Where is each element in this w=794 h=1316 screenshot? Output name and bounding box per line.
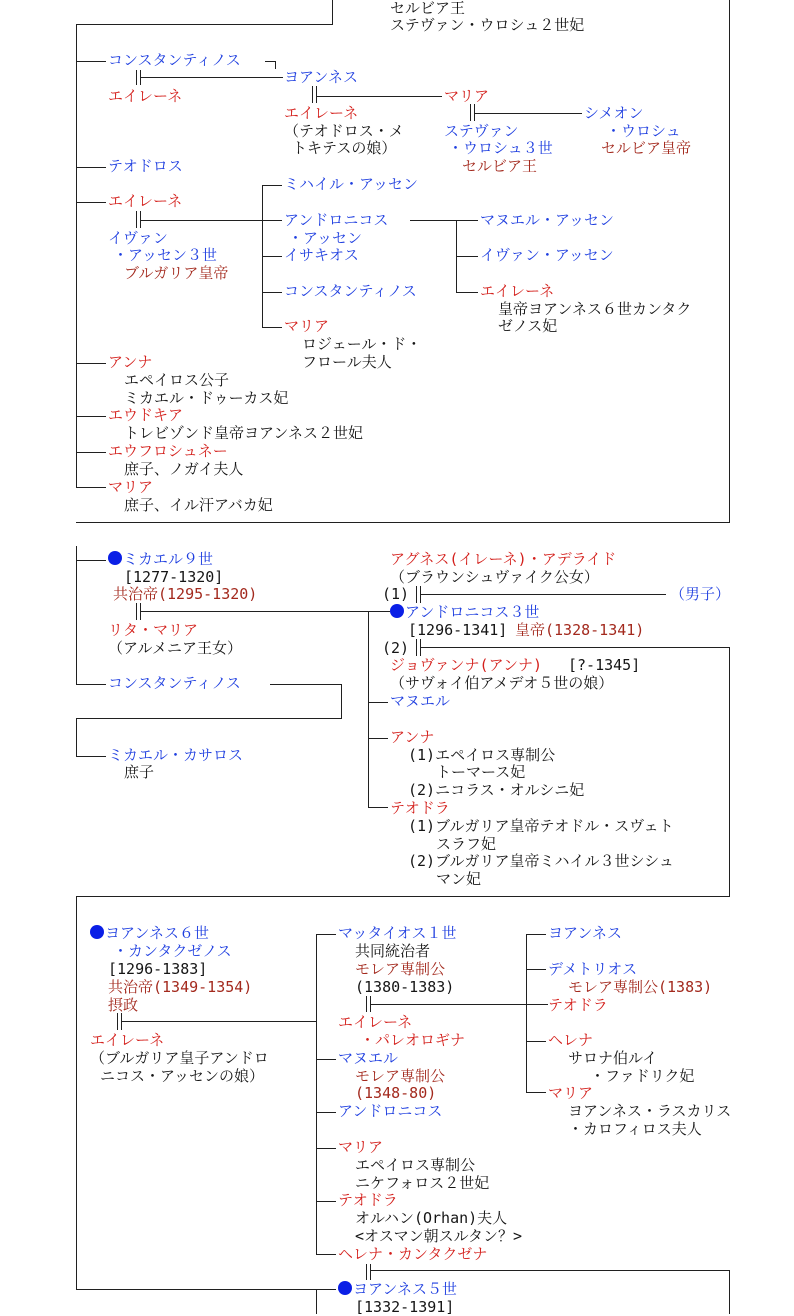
label-text: マン妃 <box>436 870 482 888</box>
label-maria-5-note-1 <box>355 1157 475 1174</box>
label-theodora-1-note-4 <box>436 871 481 888</box>
tree-connector <box>140 220 282 221</box>
tree-connector <box>729 647 730 896</box>
label-text: ヘレナ <box>548 1031 594 1049</box>
label-anna-2 <box>390 729 434 746</box>
label-text: セルビア皇帝 <box>601 139 692 157</box>
label-text: ミカエル・カサロス <box>108 746 244 764</box>
label-text: アンドロニコス３世 <box>405 603 540 621</box>
tree-connector <box>370 1270 730 1271</box>
label-text: [1296-1383] <box>108 960 208 978</box>
label-andronikos-assen-2 <box>288 230 362 247</box>
label-text: ジョヴァンナ(アンナ) <box>390 656 543 674</box>
tree-connector <box>76 756 106 757</box>
tree-connector <box>729 1270 730 1314</box>
label-text: リタ・マリア <box>108 621 199 639</box>
label-theodora-3-note-2 <box>355 1228 522 1245</box>
tree-connector <box>420 647 730 648</box>
label-text: (1380-1383) <box>355 978 455 996</box>
label-ivan-3 <box>124 265 228 282</box>
label-text: エイレーネ <box>108 87 183 105</box>
tree-connector <box>76 718 77 756</box>
label-text: セルビア王 <box>462 157 538 175</box>
label-andronikos-3-title <box>515 622 644 639</box>
tree-connector <box>526 934 546 935</box>
tree-connector <box>316 1201 336 1202</box>
label-text: ・アッセン３世 <box>113 246 217 264</box>
label-text: ミカエル９世 <box>123 550 214 568</box>
label-ivan-2 <box>113 247 217 264</box>
tree-connector <box>420 594 666 595</box>
tree-connector <box>456 292 478 293</box>
label-maria-1 <box>444 88 489 105</box>
label-mihail-kasaros-note <box>124 764 154 781</box>
label-text: ヨアンネス <box>548 924 622 942</box>
label-text: (1348-80) <box>355 1084 437 1102</box>
label-euphrosyne <box>108 443 228 460</box>
label-text: 皇帝(1328-1341) <box>515 621 645 639</box>
emperor-dot-icon <box>338 1281 352 1295</box>
label-eirene-4-note-2 <box>498 318 557 335</box>
label-text: マリア <box>108 478 154 496</box>
label-rita-maria <box>108 622 198 639</box>
tree-connector <box>368 738 388 739</box>
label-konstantinos-2 <box>284 283 417 300</box>
tree-connector <box>76 24 333 25</box>
label-mihail-9-years <box>124 569 223 586</box>
tree-connector <box>76 61 106 62</box>
label-text: シメオン <box>584 104 644 122</box>
label-text: サロナ伯ルイ <box>568 1049 658 1067</box>
label-maria-4-note-2 <box>568 1121 702 1138</box>
tree-connector <box>370 1004 548 1005</box>
tree-connector <box>76 896 730 897</box>
label-giovanna-marriage <box>382 640 409 657</box>
label-text: テオドラ <box>548 996 608 1014</box>
tree-connector <box>76 560 106 561</box>
tree-connector <box>316 1112 336 1113</box>
label-text: [?-1345] <box>568 656 641 674</box>
label-manuel-2-years <box>355 1085 436 1102</box>
label-text: ヨアンネス６世 <box>105 924 209 942</box>
label-mattheos-years <box>355 979 454 996</box>
label-text: 庶子、イル汗アバカ妃 <box>124 496 273 514</box>
label-anna-2-note-2 <box>436 764 525 781</box>
label-text: ・カロフィロス夫人 <box>568 1120 702 1138</box>
label-text: アンドロニコス <box>338 1102 443 1120</box>
tree-connector <box>140 77 283 78</box>
label-text: デメトリオス <box>548 960 638 978</box>
label-text: （テオドロス・メ <box>284 122 404 140</box>
label-giovanna-years <box>568 657 640 674</box>
label-text: 共治帝(1295-1320) <box>113 585 258 603</box>
label-demetrios-title <box>568 979 712 996</box>
label-text: エイレーネ <box>338 1013 413 1031</box>
label-ivan-1 <box>108 230 168 247</box>
tree-connector <box>368 807 388 808</box>
label-text: （サヴォイ伯アメデオ５世の娘） <box>390 674 614 692</box>
label-text: エイレーネ <box>90 1031 165 1049</box>
label-text: ニケフォロス２世妃 <box>355 1174 490 1192</box>
label-text: ・ファドリク妃 <box>590 1067 695 1085</box>
tree-connector <box>275 61 276 69</box>
label-manuel-2-title <box>355 1068 445 1085</box>
label-text: フロール夫人 <box>302 353 392 371</box>
label-text: エウドキア <box>108 406 184 424</box>
label-giovanna-note <box>390 675 613 692</box>
tree-connector <box>262 256 282 257</box>
tree-connector <box>316 1148 336 1149</box>
tree-connector <box>76 24 77 487</box>
label-text: ・カンタクゼノス <box>113 942 232 960</box>
label-andronikos-3-years <box>408 622 507 639</box>
label-helena-1 <box>548 1032 593 1049</box>
label-maria-4 <box>548 1085 593 1102</box>
label-symeon <box>584 105 644 122</box>
label-anna-1-note-2 <box>124 390 288 407</box>
label-konstantinos-3 <box>108 675 241 692</box>
label-text: マリア <box>548 1084 594 1102</box>
label-text: マリア <box>338 1138 384 1156</box>
tree-connector <box>729 0 730 522</box>
label-ioannes-6-title-2 <box>108 997 138 1014</box>
tree-connector <box>76 202 106 203</box>
tree-connector <box>121 1021 317 1022</box>
label-ioannes-6-title <box>108 979 252 996</box>
label-eirene-5-note-1 <box>90 1050 269 1067</box>
label-text: ニコス・アッセンの娘） <box>100 1067 264 1085</box>
label-ioannes-3 <box>548 925 622 942</box>
tree-connector <box>76 546 77 684</box>
label-demetrios <box>548 961 637 978</box>
label-eirene-3 <box>108 193 182 210</box>
tree-connector <box>332 0 333 24</box>
label-text: エイレーネ <box>108 192 183 210</box>
label-text: アンドロニコス <box>284 211 389 229</box>
label-text: （男子） <box>670 585 731 603</box>
label-mattheos-note <box>355 943 430 960</box>
tree-connector <box>526 969 546 970</box>
label-andronikos-4 <box>338 1103 442 1120</box>
label-maria-2 <box>284 318 329 335</box>
label-text: ヨアンネス・ラスカリス <box>568 1102 732 1120</box>
tree-connector <box>76 487 106 488</box>
label-text: 皇帝ヨアンネス６世カンタク <box>498 300 692 318</box>
label-text: ヘレナ・カンタクゼナ <box>338 1245 488 1263</box>
tree-connector <box>474 113 582 114</box>
label-anna-1 <box>108 354 152 371</box>
label-text: セルビア王 <box>390 0 466 17</box>
label-text: エイレーネ <box>480 282 555 300</box>
label-ioannes-6-2 <box>113 943 232 960</box>
tree-connector <box>76 718 342 719</box>
label-eudokia <box>108 407 183 424</box>
label-manuel-1 <box>390 693 450 710</box>
label-text: 共治帝(1349-1354) <box>108 978 253 996</box>
label-text: イヴァン・アッセン <box>480 246 614 264</box>
label-text: [1277-1320] <box>124 568 224 586</box>
label-maria-5 <box>338 1139 383 1156</box>
label-agnes-note <box>390 569 599 586</box>
tree-connector <box>410 220 478 221</box>
label-eirene-5 <box>90 1032 164 1049</box>
label-text: （ブルガリア皇子アンドロ <box>90 1049 269 1067</box>
label-text: ・ウロシュ <box>606 122 681 140</box>
label-theodora-1-note-3 <box>408 853 674 870</box>
label-text: ミカエル・ドゥーカス妃 <box>124 389 289 407</box>
tree-connector <box>262 292 282 293</box>
label-text: ブルガリア皇帝 <box>124 264 229 282</box>
label-text: （アルメニア王女） <box>108 639 242 657</box>
label-text: ・パレオロギナ <box>360 1031 466 1049</box>
label-ioannes-1 <box>284 69 358 86</box>
label-text: モレア専制公 <box>355 960 446 978</box>
label-eirene-4-note-1 <box>498 301 691 318</box>
label-text: エペイロス公子 <box>124 371 230 389</box>
label-text: 庶子 <box>124 763 155 781</box>
label-rita-maria-note <box>108 640 242 657</box>
label-eirene-2 <box>284 105 358 122</box>
tree-connector <box>526 1092 546 1093</box>
label-isaakios <box>284 247 359 264</box>
label-mihail-kasaros <box>108 747 243 764</box>
tree-connector <box>368 702 388 703</box>
label-text: アグネス(イレーネ)・アデライド <box>390 550 617 568</box>
label-text: モレア専制公 <box>355 1067 446 1085</box>
label-manuel-2 <box>338 1050 398 1067</box>
label-andronikos-assen <box>284 212 388 229</box>
label-text: (1)エペイロス専制公 <box>408 746 556 764</box>
label-text: ステヴァン・ウロシュ２世妃 <box>390 16 585 34</box>
label-text: エウフロシュネー <box>108 442 228 460</box>
marriage-marker <box>312 86 317 103</box>
label-text: マヌエル <box>338 1049 399 1067</box>
label-text: (1) <box>382 585 410 603</box>
label-stefan-2 <box>448 140 553 157</box>
label-eirene-5-note-2 <box>100 1068 264 1085</box>
label-text: テオドロス <box>108 157 183 175</box>
label-eirene-4 <box>480 283 554 300</box>
label-text: マヌエル <box>390 692 451 710</box>
marriage-marker <box>366 1264 371 1280</box>
label-text: イヴァン <box>108 229 168 247</box>
label-maria-3-note <box>124 497 273 514</box>
tree-connector <box>341 684 342 718</box>
tree-connector <box>262 185 282 186</box>
label-text: モレア専制公(1383) <box>568 978 713 996</box>
label-eudokia-note <box>124 425 363 442</box>
label-ivan-assen <box>480 247 614 264</box>
tree-connector <box>456 256 478 257</box>
label-text: アンナ <box>390 728 435 746</box>
label-text: <オスマン朝スルタン？> <box>355 1227 523 1245</box>
tree-connector <box>76 167 106 168</box>
label-text: 摂政 <box>108 996 139 1014</box>
label-text: コンスタンティノス <box>284 282 417 300</box>
label-text: アンナ <box>108 353 153 371</box>
label-mihail-9-title <box>113 586 257 603</box>
label-maria-4-note-1 <box>568 1103 731 1120</box>
label-text: スラフ妃 <box>436 835 497 853</box>
label-text: マッタイオス１世 <box>338 924 457 942</box>
label-text: エイレーネ <box>284 104 359 122</box>
label-text: [1332-1391] <box>355 1298 455 1316</box>
label-text: ヨアンネス５世 <box>353 1280 457 1298</box>
label-symeon-3 <box>601 140 691 157</box>
label-helena-kantakuzene <box>338 1246 487 1263</box>
label-maria-2-note-1 <box>302 336 421 353</box>
label-theodoros <box>108 158 183 175</box>
tree-connector <box>526 1041 546 1042</box>
label-text: トキテスの娘） <box>292 139 397 157</box>
label-text: ミハイル・アッセン <box>284 175 418 193</box>
label-anna-2-note-1 <box>408 747 555 764</box>
label-stefan-3 <box>462 158 537 175</box>
label-mihail-assen <box>284 176 418 193</box>
label-text: ・アッセン <box>288 229 362 247</box>
tree-connector <box>140 611 390 612</box>
tree-connector <box>262 327 282 328</box>
label-text: トーマース妃 <box>436 763 526 781</box>
label-helena-1-note-1 <box>568 1050 657 1067</box>
label-eirene-1 <box>108 88 182 105</box>
label-text: ステヴァン <box>444 122 519 140</box>
label-serbia-king-note-2 <box>390 17 584 34</box>
label-text: （ブラウンシュヴァイク公女） <box>390 568 599 586</box>
label-eirene-2-note-2 <box>292 140 396 157</box>
label-text: (2)ニコラス・オルシニ妃 <box>408 781 585 799</box>
tree-connector <box>368 611 369 807</box>
label-mihail-9 <box>108 551 213 568</box>
label-text: ヨアンネス <box>284 68 358 86</box>
tree-connector <box>76 416 106 417</box>
label-theodora-3 <box>338 1192 398 1209</box>
label-text: ロジェール・ド・ <box>302 335 422 353</box>
label-ioannes-6-years <box>108 961 207 978</box>
label-text: [1296-1341] <box>408 621 508 639</box>
tree-connector <box>76 522 730 523</box>
label-serbia-king-note-1 <box>390 0 465 17</box>
label-maria-5-note-2 <box>355 1175 489 1192</box>
label-ioannes-5 <box>338 1281 457 1298</box>
label-maria-3 <box>108 479 153 496</box>
label-giovanna <box>390 657 542 674</box>
tree-connector <box>316 1059 336 1060</box>
label-andronikos-3 <box>390 604 539 621</box>
label-theodora-1-note-1 <box>408 818 674 835</box>
tree-connector <box>265 61 276 62</box>
label-agnes <box>390 551 616 568</box>
label-eirene-2-note-1 <box>284 123 404 140</box>
emperor-dot-icon <box>108 551 122 565</box>
label-text: ゼノス妃 <box>498 317 558 335</box>
label-text: オルハン(Orhan)夫人 <box>355 1209 508 1227</box>
tree-connector <box>526 934 527 1092</box>
label-theodora-1 <box>390 800 450 817</box>
label-mattheos-title <box>355 961 445 978</box>
label-text: (2)ブルガリア皇帝ミハイル３世シシュ <box>408 852 674 870</box>
label-text: エペイロス専制公 <box>355 1156 476 1174</box>
tree-connector <box>76 896 77 1289</box>
label-ioannes-5-years <box>355 1299 454 1316</box>
label-text: マリア <box>444 87 490 105</box>
label-symeon-2 <box>606 123 681 140</box>
label-theodora-1-note-2 <box>436 836 496 853</box>
label-text: コンスタンティノス <box>108 51 241 69</box>
tree-connector <box>316 1254 336 1255</box>
label-mattheos <box>338 925 457 942</box>
tree-connector <box>316 1289 317 1314</box>
label-stefan-1 <box>444 123 519 140</box>
tree-connector <box>270 684 342 685</box>
tree-connector <box>76 684 106 685</box>
label-text: (1)ブルガリア皇帝テオドル・スヴェト <box>408 817 674 835</box>
label-text: トレビゾンド皇帝ヨアンネス２世妃 <box>124 424 363 442</box>
label-text: マヌエル・アッセン <box>480 211 614 229</box>
label-maria-2-note-2 <box>302 354 392 371</box>
tree-connector <box>76 452 106 453</box>
label-manuel-assen <box>480 212 614 229</box>
label-text: マリア <box>284 317 330 335</box>
label-text: 共同統治者 <box>355 942 431 960</box>
label-text: (2) <box>382 639 410 657</box>
tree-connector <box>316 934 336 935</box>
label-euphrosyne-note <box>124 461 243 478</box>
tree-connector <box>76 363 106 364</box>
label-theodora-3-note-1 <box>355 1210 507 1227</box>
label-helena-1-note-2 <box>590 1068 694 1085</box>
label-text: イサキオス <box>284 246 359 264</box>
label-ioannes-6 <box>90 925 209 942</box>
label-text: コンスタンティノス <box>108 674 241 692</box>
tree-connector <box>316 96 442 97</box>
label-anna-1-note-1 <box>124 372 229 389</box>
label-eirene-palaiologina <box>338 1014 412 1031</box>
label-text: 庶子、ノガイ夫人 <box>124 460 244 478</box>
label-text: ・ウロシュ３世 <box>448 139 553 157</box>
label-theodora-2 <box>548 997 608 1014</box>
label-agnes-marriage <box>382 586 409 603</box>
label-text: テオドラ <box>390 799 450 817</box>
emperor-dot-icon <box>90 925 104 939</box>
label-text: テオドラ <box>338 1191 398 1209</box>
label-konstantinos-1 <box>108 52 241 69</box>
emperor-dot-icon <box>390 604 404 618</box>
label-son <box>670 586 730 603</box>
label-anna-2-note-3 <box>408 782 584 799</box>
tree-connector <box>76 1289 336 1290</box>
label-eirene-palaiologina-2 <box>360 1032 465 1049</box>
tree-connector <box>316 934 317 1254</box>
